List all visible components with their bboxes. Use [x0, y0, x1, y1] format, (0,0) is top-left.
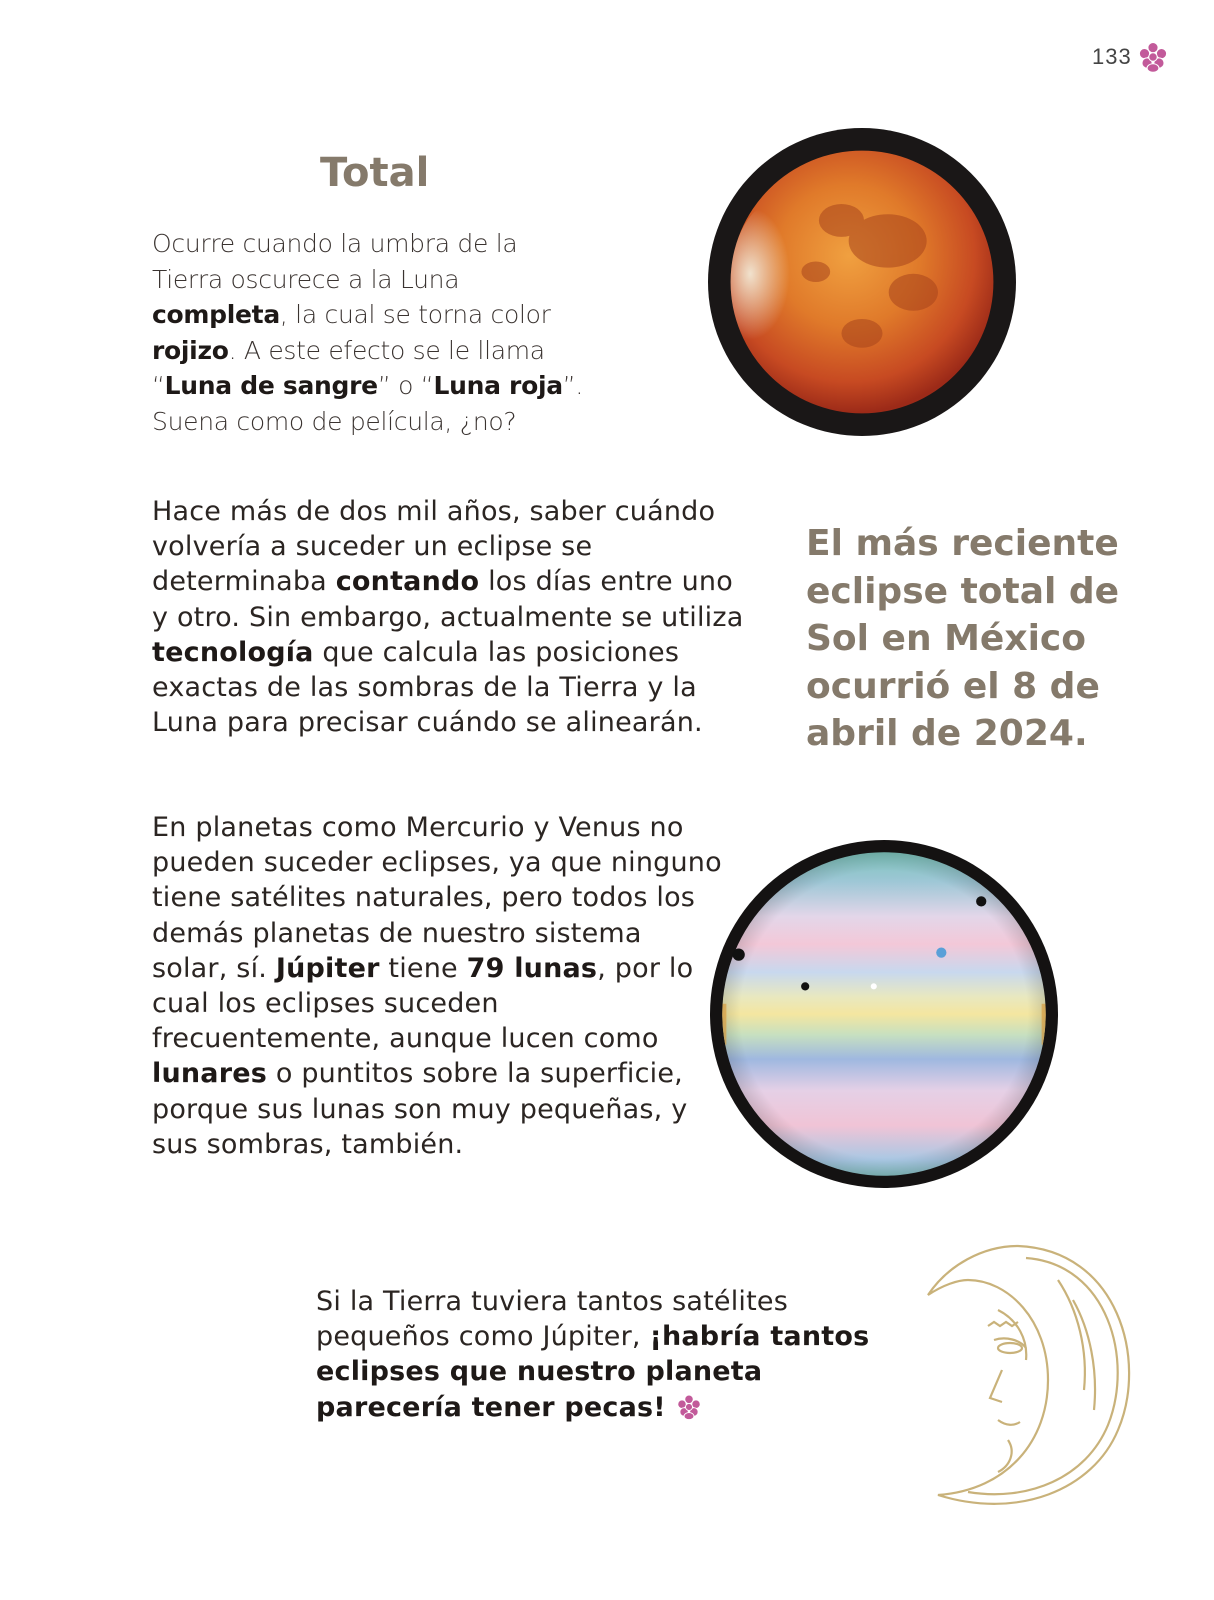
- blood-moon-image: [708, 128, 1016, 436]
- crescent-moon-face-illustration: [898, 1240, 1148, 1520]
- text-segment: o puntitos sobre la superficie, porque sus lunas son muy pequeñas, y sus sombras, también.: [152, 1058, 688, 1160]
- text-segment: , la cual se torna color: [279, 300, 551, 329]
- text-segment: Si la Tierra tuviera tantos satélites pequeños como Júpiter,: [316, 1286, 788, 1353]
- text-segment: los días entre uno y otro. Sin embargo, actualmente se utiliza: [152, 566, 744, 633]
- closing-paragraph: [316, 1284, 876, 1425]
- text-segment: que calcula las posiciones exactas de las sombras de la Tierra y la Luna para precisar cuándo se alinearán.: [152, 636, 703, 739]
- text-segment: ” o “: [377, 371, 434, 400]
- text-segment: tiene: [379, 952, 467, 984]
- bold-text-segment: rojizo: [152, 335, 229, 365]
- flower-icon: [675, 1393, 703, 1421]
- bold-text-segment: Luna roja: [433, 371, 563, 400]
- section-heading: Total: [320, 150, 430, 196]
- bold-text-segment: 79 lunas: [466, 952, 598, 984]
- bold-text-segment: ¡habría tantos eclipses que nuestro planeta parecería tener pecas!: [316, 1321, 870, 1423]
- flower-icon: [1136, 40, 1170, 74]
- text-segment: Hace más de dos mil años, saber cuándo volvería a suceder un eclipse se determinaba: [152, 496, 716, 598]
- bold-text-segment: Luna de sangre: [164, 371, 378, 400]
- eclipse-fact: El más reciente eclipse total de Sol en México ocurrió el 8 de abril de 2024.: [806, 523, 1120, 754]
- page-number: 133: [1092, 44, 1132, 69]
- text-segment: , por lo cual los eclipses suceden frecuentemente, aunque lucen como: [152, 952, 694, 1055]
- bold-text-segment: contando: [335, 566, 480, 598]
- bold-text-segment: completa: [152, 300, 280, 329]
- text-segment: Ocurre cuando la umbra de la Tierra oscurece a la Luna: [152, 229, 518, 294]
- planets-paragraph: [152, 810, 722, 1162]
- jupiter-image: [710, 840, 1058, 1188]
- text-segment: En planetas como Mercurio y Venus no pueden suceder eclipses, ya que ninguno tiene satélites naturales, pero todos los demás planetas de nuestro sistema solar, sí.: [152, 812, 722, 984]
- bold-text-segment: lunares: [152, 1058, 268, 1090]
- text-segment: ”. Suena como de película, ¿no?: [152, 371, 584, 436]
- closing-text: [316, 1286, 869, 1423]
- history-paragraph: [152, 494, 752, 740]
- bold-text-segment: Júpiter: [275, 952, 380, 984]
- text-segment: . A este efecto se le llama “: [152, 335, 545, 400]
- total-paragraph: [152, 226, 592, 439]
- bold-text-segment: tecnología: [152, 636, 314, 668]
